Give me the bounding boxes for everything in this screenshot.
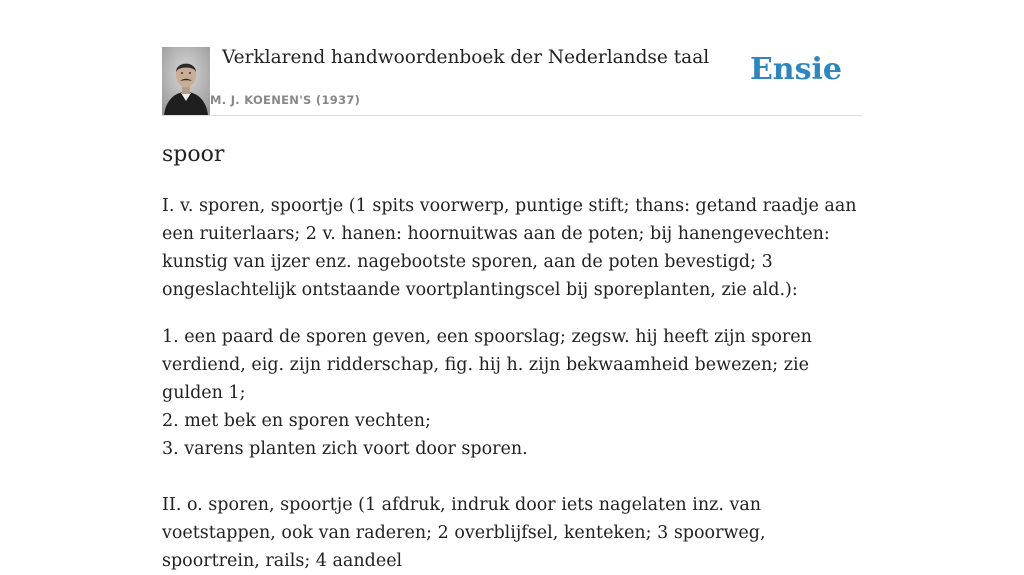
page [162, 0, 862, 571]
sense-1-examples [162, 323, 862, 463]
sense-1-definition: I. v. sporen, spoortje (1 spits voorwerp, puntige stift; thans: getand raadje aan een ruiterlaars; 2 v. hanen: hoornuitwas aan de poten; bij hanengevechten: kunstig van ijzer enz. nagebootste sporen, aan de poten bevestigd; 3 ongeslachtelijk ontstaande voortplantingscel bij sporeplanten, zie ald.): [162, 196, 857, 300]
entry-content [162, 192, 862, 575]
example-item: 2. met bek en sporen vechten; [162, 411, 431, 431]
book-author: M. J. KOENEN'S (1937) [210, 93, 361, 107]
site-header [162, 46, 862, 116]
book-title: Verklarend handwoordenboek der Nederlandse taal [222, 47, 710, 68]
example-item: 1. een paard de sporen geven, een spoorslag; zegsw. hij heeft zijn sporen verdiend, eig. zijn ridderschap, fig. hij h. zijn bekwaamheid bewezen; zie gulden 1; [162, 327, 812, 403]
entry-headword: spoor [162, 142, 225, 167]
author-portrait [162, 47, 210, 115]
example-item: 3. varens planten zich voort door sporen. [162, 439, 528, 459]
author-portrait-icon [162, 47, 210, 115]
ensie-logo-link[interactable]: Ensie [749, 52, 842, 87]
sense-2-definition: II. o. sporen, spoortje (1 afdruk, indruk door iets nagelaten inz. van voetstappen, ook van raderen; 2 overblijfsel, kenteken; 3 spoorweg, spoortrein, rails; 4 aandeel [162, 495, 766, 571]
